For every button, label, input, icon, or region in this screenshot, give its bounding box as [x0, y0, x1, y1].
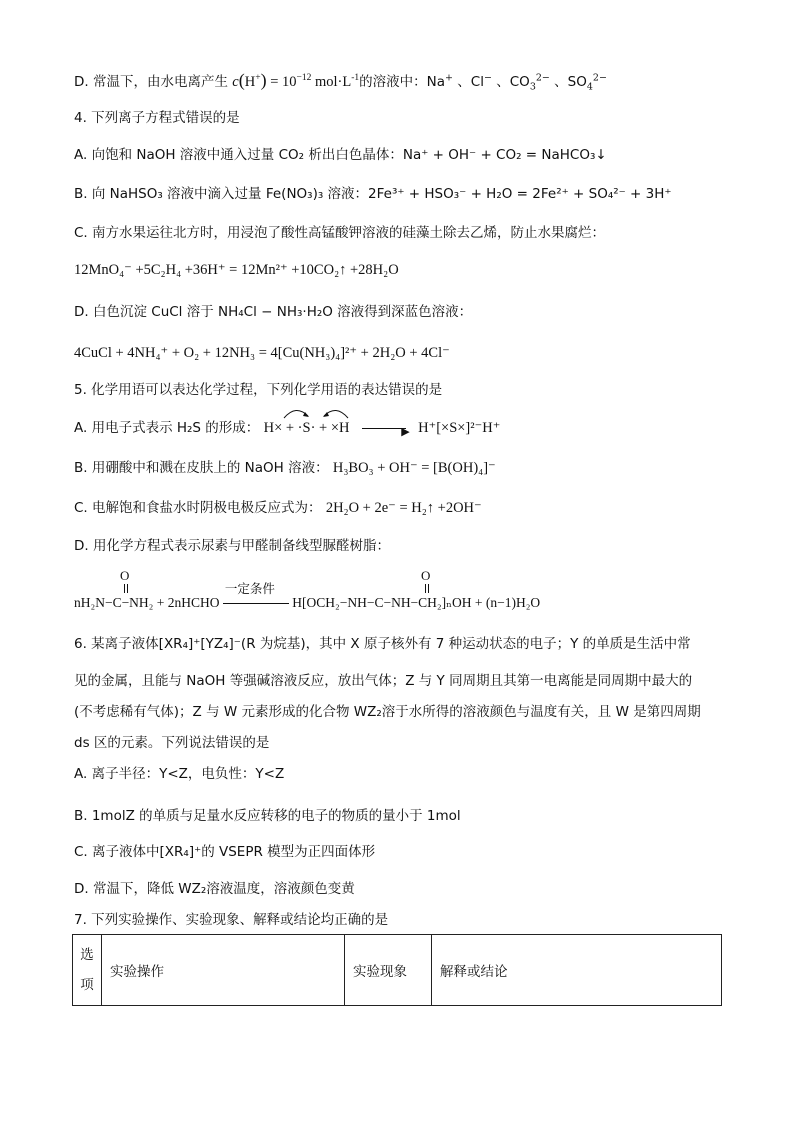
- table-header-row: [73, 935, 722, 1006]
- urea-resin-equation: nH₂N−C−NH₂ + 2nHCHO 一定条件 H[OCH₂−NH−C−NH−CH₂]ₙOH + (n−1)H₂O: [74, 593, 540, 613]
- double-bond-right: [425, 584, 429, 593]
- q5-option-c: C. 电解饱和食盐水时阴极电极反应式为： 2H₂O + 2e⁻ = H₂↑ +2OH⁻: [74, 500, 482, 516]
- q6-stem-line-4: ds 区的元素。下列说法错误的是: [74, 735, 270, 751]
- q6-option-b: B. 1molZ 的单质与足量水反应转移的电子的物质的量小于 1mol: [74, 808, 461, 824]
- q6-stem-line-3: (不考虑稀有气体)；Z 与 W 元素形成的化合物 WZ₂溶于水所得的溶液颜色与温度有关，且 W 是第四周期: [74, 704, 701, 720]
- q6-option-d: D. 常温下，降低 WZ₂溶液温度，溶液颜色变黄: [74, 881, 355, 897]
- q4-option-d: D. 白色沉淀 CuCl 溶于 NH₄Cl − NH₃·H₂O 溶液得到深蓝色溶液：: [74, 304, 473, 320]
- header-conclusion: 解释或结论: [432, 935, 722, 1006]
- q4-option-c: C. 南方水果运往北方时，用浸泡了酸性高锰酸钾溶液的硅藻土除去乙烯，防止水果腐烂：: [74, 225, 606, 241]
- q4-option-d-equation: 4CuCl + 4NH₄⁺ + O₂ + 12NH₃ = 4[Cu(NH₃)₄]²⁺ + 2H₂O + 4Cl⁻: [74, 345, 450, 361]
- q6-stem-line-2: 见的金属，且能与 NaOH 等强碱溶液反应，放出气体；Z 与 Y 同周期且其第一电离能是同周期中最大的: [74, 673, 693, 689]
- q6-option-a: A. 离子半径：Y<Z，电负性：Y<Z: [74, 766, 285, 782]
- header-phenomenon: 实验现象: [345, 935, 432, 1006]
- q4-option-c-equation: 12MnO₄⁻ +5C₂H₄ +36H⁺ = 12Mn²⁺ +10CO₂↑ +28H₂O: [74, 262, 399, 278]
- carbonyl-oxygen-left: O: [120, 568, 130, 583]
- header-operation: 实验操作: [102, 935, 345, 1006]
- q5-option-d: D. 用化学方程式表示尿素与甲醛制备线型脲醛树脂：: [74, 538, 390, 554]
- q4-stem: 4. 下列离子方程式错误的是: [74, 110, 240, 126]
- q6-option-c: C. 离子液体中[XR₄]⁺的 VSEPR 模型为正四面体形: [74, 844, 376, 860]
- q6-stem-line-1: 6. 某离子液体[XR₄]⁺[YZ₄]⁻(R 为烷基)，其中 X 原子核外有 7 种运动状态的电子；Y 的单质是生活中常: [74, 636, 691, 652]
- q5-option-a: A. 用电子式表示 H₂S 的形成： H× + ·S· + ×H ▶ H⁺[×S×]²⁻H⁺: [74, 420, 501, 438]
- reaction-condition-arrow: 一定条件: [223, 593, 289, 613]
- q4-option-a: A. 向饱和 NaOH 溶液中通入过量 CO₂ 析出白色晶体：Na⁺ + OH⁻ + CO₂ = NaHCO₃↓: [74, 147, 607, 163]
- q5-stem: 5. 化学用语可以表达化学过程，下列化学用语的表达错误的是: [74, 382, 443, 398]
- q3-option-d: D. 常温下，由水电离产生 $c(H^+) = 10^{-12}$ $mol\cdot L^{-1}$的溶液中：Na+ 、Cl− 、$CO_3^{2-}$ 、$SO_4^{2-}$: [74, 70, 607, 93]
- h2s-electron-formation-left: H× + ·S· + ×H: [263, 420, 350, 436]
- q5-option-b: B. 用硼酸中和溅在皮肤上的 NaOH 溶液： H₃BO₃ + OH⁻ = [B(OH)₄]⁻: [74, 460, 496, 476]
- header-option: 选 项: [73, 935, 102, 1006]
- reaction-arrow-icon: ▶: [362, 428, 406, 429]
- carbonyl-oxygen-right: O: [421, 568, 431, 583]
- double-bond-left: [124, 584, 128, 593]
- q7-stem: 7. 下列实验操作、实验现象、解释或结论均正确的是: [74, 912, 389, 928]
- q7-table: [72, 934, 722, 1006]
- q4-option-b: B. 向 NaHSO₃ 溶液中滴入过量 Fe(NO₃)₃ 溶液：2Fe³⁺ + HSO₃⁻ + H₂O = 2Fe²⁺ + SO₄²⁻ + 3H⁺: [74, 186, 672, 202]
- electron-transfer-arrows-icon: [278, 406, 358, 420]
- h2s-electron-formation-right: H⁺[×S×]²⁻H⁺: [418, 420, 501, 436]
